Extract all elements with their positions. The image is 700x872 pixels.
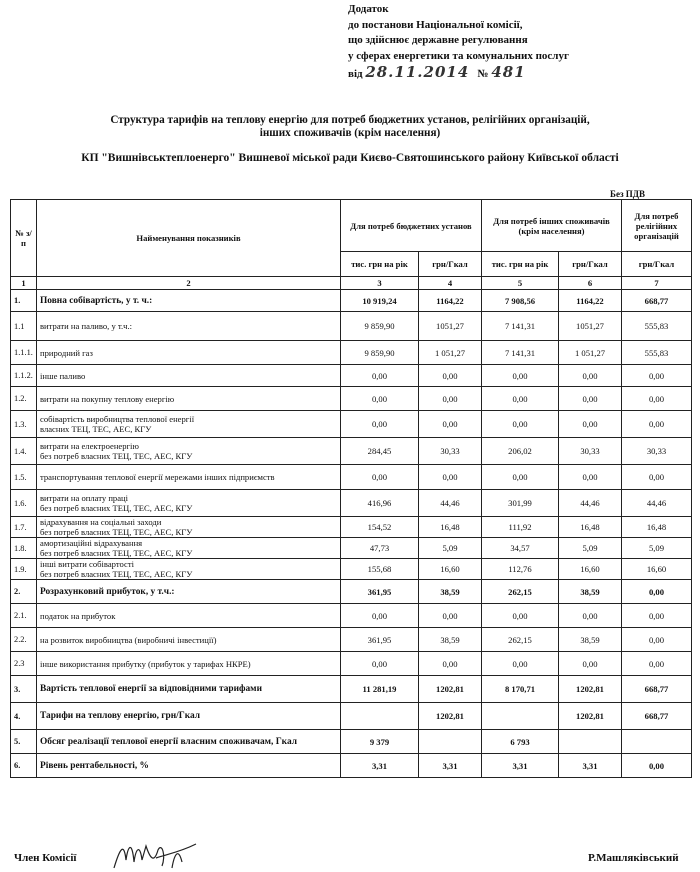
table-row — [11, 538, 692, 559]
appendix-header — [348, 2, 569, 83]
value-cell: 0,00 — [482, 652, 559, 676]
row-number: 1. — [11, 290, 37, 312]
value-cell: 7 908,56 — [482, 290, 559, 312]
value-cell: 1 051,27 — [559, 341, 622, 365]
commission-member-label: Член Комісії — [14, 852, 77, 864]
value-cell: 8 170,71 — [482, 676, 559, 703]
value-cell: 7 141,31 — [482, 312, 559, 341]
value-cell: 1202,81 — [559, 676, 622, 703]
unit-header: тис. грн на рік — [341, 252, 419, 277]
row-number: 3. — [11, 676, 37, 703]
unit-header: грн/Гкал — [622, 252, 692, 277]
indicator-name-line: Тарифи на теплову енергію, грн/Гкал — [40, 711, 201, 721]
row-number: 2.3 — [11, 652, 37, 676]
indicator-name-line: без потреб власних ТЕЦ, ТЕС, АЕС, КГУ — [40, 569, 193, 579]
col-number: 3 — [341, 277, 419, 290]
col-number: 4 — [419, 277, 482, 290]
value-cell: 1051,27 — [419, 312, 482, 341]
value-cell: 9 859,90 — [341, 341, 419, 365]
indicator-name — [37, 754, 341, 778]
row-number: 1.9. — [11, 559, 37, 580]
row-number: 1.1.2. — [11, 365, 37, 387]
col-header-num: № з/п — [11, 200, 37, 277]
indicator-name — [37, 517, 341, 538]
value-cell: 0,00 — [559, 652, 622, 676]
value-cell: 0,00 — [419, 652, 482, 676]
indicator-name-line: витрати на покупну теплову енергію — [40, 393, 175, 404]
title-line-2: інших споживачів (крім населення) — [259, 127, 441, 139]
value-cell: 16,60 — [622, 559, 692, 580]
value-cell: 5,09 — [622, 538, 692, 559]
value-cell: 38,59 — [559, 628, 622, 652]
value-cell: 30,33 — [559, 438, 622, 465]
date-value: 28.11.2014 — [365, 63, 470, 81]
value-cell: 155,68 — [341, 559, 419, 580]
value-cell: 0,00 — [622, 754, 692, 778]
indicator-name-line: витрати на електроенергію — [40, 441, 139, 451]
indicator-name — [37, 365, 341, 387]
indicator-name — [37, 438, 341, 465]
table-row — [11, 628, 692, 652]
value-cell: 0,00 — [622, 365, 692, 387]
value-cell — [622, 730, 692, 754]
date-line — [348, 65, 569, 83]
value-cell: 0,00 — [559, 411, 622, 438]
value-cell: 1164,22 — [559, 290, 622, 312]
table-row — [11, 365, 692, 387]
row-number: 6. — [11, 754, 37, 778]
indicator-name-line: на розвиток виробництва (виробничі інвестиції) — [40, 634, 217, 645]
row-number: 2.1. — [11, 604, 37, 628]
table-row — [11, 341, 692, 365]
value-cell: 0,00 — [482, 465, 559, 490]
indicator-name-line: природний газ — [40, 347, 93, 358]
value-cell: 668,77 — [622, 290, 692, 312]
table-row — [11, 312, 692, 341]
value-cell: 668,77 — [622, 703, 692, 730]
indicator-name — [37, 580, 341, 604]
value-cell: 0,00 — [482, 387, 559, 411]
value-cell: 154,52 — [341, 517, 419, 538]
table-row — [11, 604, 692, 628]
table-row — [11, 559, 692, 580]
value-cell: 0,00 — [341, 652, 419, 676]
value-cell: 7 141,31 — [482, 341, 559, 365]
value-cell: 0,00 — [559, 465, 622, 490]
value-cell: 0,00 — [559, 604, 622, 628]
indicator-name — [37, 290, 341, 312]
row-number: 1.1.1. — [11, 341, 37, 365]
indicator-name-line: без потреб власних ТЕЦ, ТЕС, АЕС, КГУ — [40, 527, 193, 537]
value-cell: 0,00 — [419, 387, 482, 411]
value-cell: 16,48 — [419, 517, 482, 538]
value-cell: 10 919,24 — [341, 290, 419, 312]
value-cell: 38,59 — [559, 580, 622, 604]
number-value: 481 — [491, 63, 526, 81]
value-cell: 0,00 — [341, 365, 419, 387]
table-row — [11, 580, 692, 604]
value-cell: 112,76 — [482, 559, 559, 580]
value-cell: 206,02 — [482, 438, 559, 465]
col-number: 2 — [37, 277, 341, 290]
indicator-name — [37, 559, 341, 580]
value-cell: 3,31 — [482, 754, 559, 778]
value-cell: 0,00 — [419, 411, 482, 438]
indicator-name-line: витрати на оплату праці — [40, 493, 129, 503]
appendix-title: Додаток — [348, 3, 389, 15]
value-cell: 668,77 — [622, 676, 692, 703]
appendix-line-4: у сферах енергетики та комунальних послуг — [348, 49, 569, 62]
indicator-name — [37, 312, 341, 341]
indicator-name-line: відрахування на соціальні заходи — [40, 517, 162, 527]
table-row — [11, 490, 692, 517]
indicator-name — [37, 676, 341, 703]
table-row — [11, 754, 692, 778]
row-number: 1.4. — [11, 438, 37, 465]
col-header-religious: Для потреб релігійних організацій — [622, 200, 692, 252]
value-cell: 44,46 — [622, 490, 692, 517]
value-cell: 38,59 — [419, 628, 482, 652]
table-row — [11, 465, 692, 490]
value-cell: 0,00 — [559, 365, 622, 387]
column-number-row — [11, 277, 692, 290]
indicator-name-line: транспортування теплової енергії мережами інших підприємств — [40, 472, 275, 482]
table-row — [11, 387, 692, 411]
value-cell: 1164,22 — [419, 290, 482, 312]
col-number: 7 — [622, 277, 692, 290]
unit-header: грн/Гкал — [559, 252, 622, 277]
row-number: 2.2. — [11, 628, 37, 652]
value-cell: 0,00 — [341, 387, 419, 411]
value-cell: 5,09 — [559, 538, 622, 559]
value-cell: 3,31 — [559, 754, 622, 778]
value-cell: 0,00 — [341, 465, 419, 490]
indicator-name-line: податок на прибуток — [40, 610, 116, 621]
value-cell: 44,46 — [419, 490, 482, 517]
value-cell: 416,96 — [341, 490, 419, 517]
value-cell: 0,00 — [622, 604, 692, 628]
tariff-table — [10, 199, 692, 778]
value-cell: 301,99 — [482, 490, 559, 517]
value-cell: 361,95 — [341, 580, 419, 604]
table-row — [11, 411, 692, 438]
value-cell: 262,15 — [482, 628, 559, 652]
col-header-name: Найменування показників — [37, 200, 341, 277]
row-number: 1.3. — [11, 411, 37, 438]
col-number: 5 — [482, 277, 559, 290]
value-cell: 16,48 — [622, 517, 692, 538]
indicator-name-line: витрати на паливо, у т.ч.: — [40, 321, 133, 331]
value-cell: 38,59 — [419, 580, 482, 604]
value-cell — [419, 730, 482, 754]
indicator-name-line: Обсяг реалізації теплової енергії власним споживачам, Гкал — [40, 736, 297, 747]
row-number: 1.1 — [11, 312, 37, 341]
indicator-name — [37, 490, 341, 517]
col-number: 6 — [559, 277, 622, 290]
row-number: 1.2. — [11, 387, 37, 411]
value-cell: 0,00 — [622, 465, 692, 490]
value-cell: 34,57 — [482, 538, 559, 559]
indicator-name-line: собівартість виробництва теплової енергії — [40, 414, 195, 424]
indicator-name — [37, 652, 341, 676]
value-cell: 1202,81 — [559, 703, 622, 730]
title-line-1: Структура тарифів на теплову енергію для потреб бюджетних установ, релігійних організацій, — [110, 114, 590, 126]
value-cell: 0,00 — [341, 604, 419, 628]
indicator-name-line: інше використання прибутку (прибуток у тарифах НКРЕ) — [40, 658, 251, 669]
table-row — [11, 676, 692, 703]
value-cell — [341, 703, 419, 730]
value-cell: 0,00 — [622, 628, 692, 652]
value-cell: 1202,81 — [419, 703, 482, 730]
unit-header: тис. грн на рік — [482, 252, 559, 277]
indicator-name — [37, 703, 341, 730]
table-row — [11, 517, 692, 538]
date-prefix: від — [348, 68, 363, 80]
value-cell: 0,00 — [419, 365, 482, 387]
enterprise-name: КП "Вишнівськтеплоенерго" Вишневої міської ради Києво-Святошинського району Київської області — [81, 152, 619, 164]
row-number: 1.8. — [11, 538, 37, 559]
indicator-name-line: власних ТЕЦ, ТЕС, АЕС, КГУ — [40, 424, 152, 434]
value-cell: 1051,27 — [559, 312, 622, 341]
indicator-name — [37, 538, 341, 559]
value-cell: 0,00 — [482, 411, 559, 438]
signature-image — [110, 838, 200, 872]
value-cell: 3,31 — [419, 754, 482, 778]
value-cell: 0,00 — [622, 580, 692, 604]
unit-header: грн/Гкал — [419, 252, 482, 277]
indicator-name-line: амортизаційні відрахування — [40, 538, 143, 548]
value-cell — [482, 703, 559, 730]
row-number: 1.7. — [11, 517, 37, 538]
col-header-budget: Для потреб бюджетних установ — [341, 200, 482, 252]
col-number: 1 — [11, 277, 37, 290]
value-cell: 9 379 — [341, 730, 419, 754]
value-cell: 0,00 — [419, 465, 482, 490]
value-cell: 0,00 — [559, 387, 622, 411]
value-cell: 44,46 — [559, 490, 622, 517]
value-cell — [559, 730, 622, 754]
value-cell: 3,31 — [341, 754, 419, 778]
indicator-name — [37, 628, 341, 652]
indicator-name-line: Рівень рентабельності, % — [40, 760, 149, 771]
value-cell: 6 793 — [482, 730, 559, 754]
indicator-name-line: без потреб власних ТЕЦ, ТЕС, АЕС, КГУ — [40, 548, 193, 558]
value-cell: 47,73 — [341, 538, 419, 559]
indicator-name — [37, 387, 341, 411]
value-cell: 284,45 — [341, 438, 419, 465]
table-row — [11, 652, 692, 676]
value-cell: 1202,81 — [419, 676, 482, 703]
value-cell: 16,60 — [419, 559, 482, 580]
value-cell: 0,00 — [482, 365, 559, 387]
vat-note: Без ПДВ — [610, 189, 646, 199]
document-title — [0, 114, 700, 140]
indicator-name — [37, 341, 341, 365]
indicator-name — [37, 411, 341, 438]
indicator-name-line: без потреб власних ТЕЦ, ТЕС, АЕС, КГУ — [40, 503, 193, 513]
value-cell: 1 051,27 — [419, 341, 482, 365]
value-cell: 555,83 — [622, 312, 692, 341]
indicator-name-line: інше паливо — [40, 370, 86, 381]
value-cell: 0,00 — [482, 604, 559, 628]
indicator-name-line: Вартість теплової енергії за відповідними тарифами — [40, 684, 262, 694]
value-cell: 30,33 — [419, 438, 482, 465]
value-cell: 0,00 — [622, 411, 692, 438]
table-row — [11, 438, 692, 465]
indicator-name-line: Розрахунковий прибуток, у т.ч.: — [40, 586, 175, 597]
row-number: 4. — [11, 703, 37, 730]
indicator-name — [37, 730, 341, 754]
value-cell: 0,00 — [622, 387, 692, 411]
row-number: 1.5. — [11, 465, 37, 490]
indicator-name-line: Повна собівартість, у т. ч.: — [40, 295, 153, 306]
value-cell: 9 859,90 — [341, 312, 419, 341]
table-row — [11, 730, 692, 754]
value-cell: 262,15 — [482, 580, 559, 604]
number-prefix: № — [477, 68, 489, 80]
value-cell: 0,00 — [622, 652, 692, 676]
value-cell: 11 281,19 — [341, 676, 419, 703]
value-cell: 111,92 — [482, 517, 559, 538]
value-cell: 5,09 — [419, 538, 482, 559]
row-number: 5. — [11, 730, 37, 754]
signatory-name: Р.Машляківський — [588, 852, 679, 864]
appendix-line-3: що здійснює державне регулювання — [348, 34, 528, 46]
value-cell: 361,95 — [341, 628, 419, 652]
value-cell: 0,00 — [341, 411, 419, 438]
table-row — [11, 703, 692, 730]
value-cell: 0,00 — [419, 604, 482, 628]
row-number: 1.6. — [11, 490, 37, 517]
value-cell: 30,33 — [622, 438, 692, 465]
col-header-other: Для потреб інших споживачів (крім населення) — [482, 200, 622, 252]
value-cell: 16,60 — [559, 559, 622, 580]
row-number: 2. — [11, 580, 37, 604]
indicator-name — [37, 604, 341, 628]
indicator-name-line: інші витрати собівартості — [40, 559, 134, 569]
table-row — [11, 290, 692, 312]
value-cell: 16,48 — [559, 517, 622, 538]
indicator-name-line: без потреб власних ТЕЦ, ТЕС, АЕС, КГУ — [40, 451, 193, 461]
indicator-name — [37, 465, 341, 490]
value-cell: 555,83 — [622, 341, 692, 365]
header-row — [11, 200, 692, 252]
appendix-line-2: до постанови Національної комісії, — [348, 18, 523, 31]
